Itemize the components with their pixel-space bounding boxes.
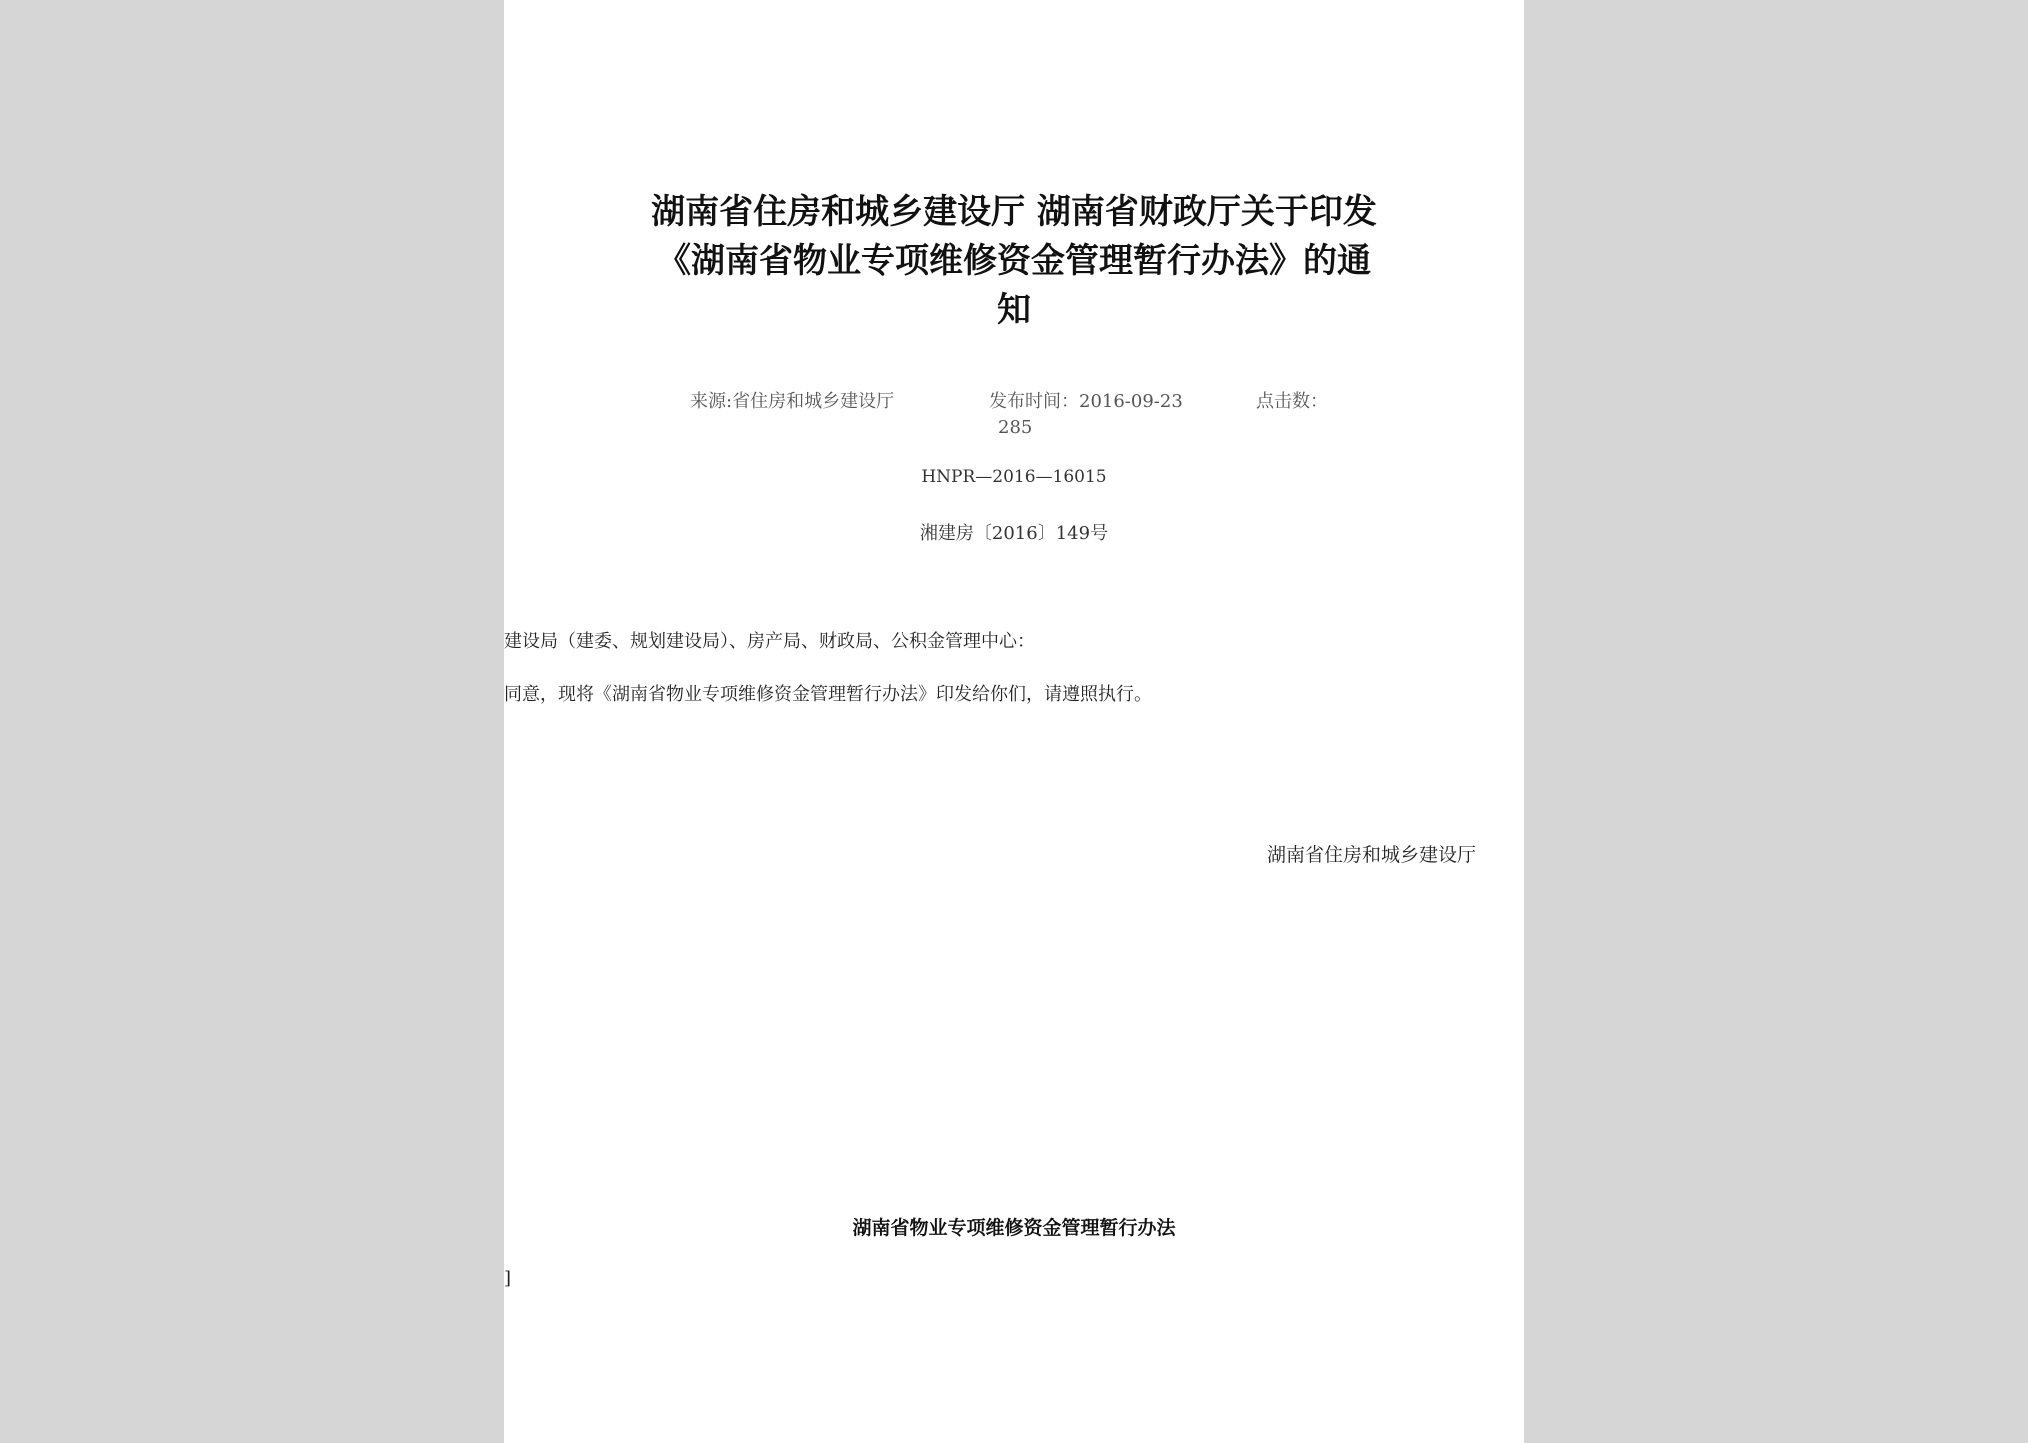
attachment-title: 湖南省物业专项维修资金管理暂行办法 — [852, 1217, 1176, 1239]
document-number: 湘建房〔2016〕149号 — [919, 523, 1109, 544]
addressee-line: 建设局（建委、规划建设局）、房产局、财政局、公积金管理中心： — [504, 631, 1035, 652]
body-paragraph: 同意，现将《湖南省物业专项维修资金管理暂行办法》印发给你们，请遵照执行。 — [504, 684, 1152, 705]
text-fragment: ] — [504, 1268, 512, 1289]
document-code: HNPR—2016—16015 — [921, 467, 1107, 487]
publish-date: 发布时间：2016-09-23 — [989, 391, 1183, 412]
hits-count: 285 — [998, 417, 1033, 438]
document-title: 湖南省住房和城乡建设厅 湖南省财政厅关于印发《湖南省物业专项维修资金管理暂行办法》的通知 — [651, 192, 1377, 330]
source-label: 来源:省住房和城乡建设厅 — [690, 391, 895, 412]
hits-label: 点击数： — [1256, 391, 1328, 412]
issuer-signature: 湖南省住房和城乡建设厅 — [1266, 844, 1476, 866]
document-page — [504, 0, 1524, 1443]
